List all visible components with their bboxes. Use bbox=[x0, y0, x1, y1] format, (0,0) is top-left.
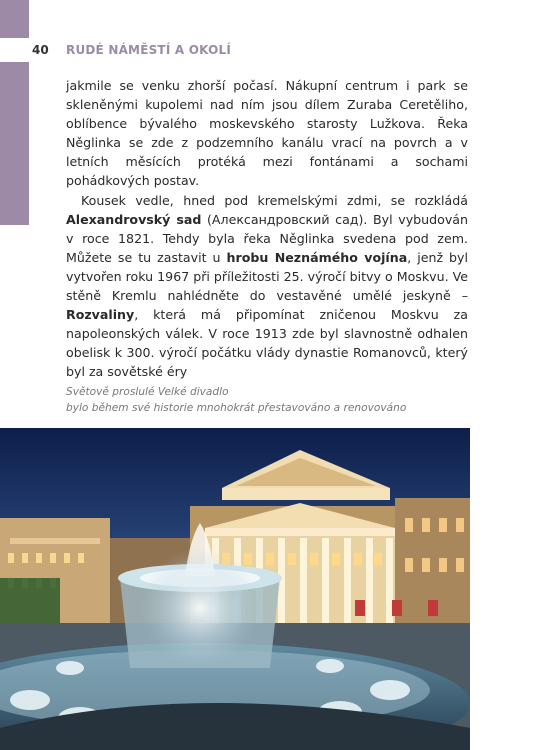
body-text bbox=[66, 76, 468, 382]
sidebar-accent-bar bbox=[0, 62, 29, 225]
p2-text-d: , jenž byl vytvořen roku 1967 při příležitosti 25. výročí bitvy o Moskvu. Ve stěně Kremlu nahlédněte do vestavěné umělé jeskyně – bbox=[66, 249, 468, 304]
highlight-alexandrovsky-sad: Alexandrovský sad bbox=[66, 211, 202, 227]
highlight-rozvaliny: Rozvaliny bbox=[66, 307, 135, 323]
running-head: RUDÉ NÁMĚSTÍ A OKOLÍ bbox=[66, 43, 231, 57]
paragraph-2 bbox=[66, 191, 468, 382]
photo-caption bbox=[66, 384, 468, 416]
p2-text-e: , která má připomínat zničenou Moskvu za napoleonských válek. V roce 1913 zde byl slavnostně odhalen obelisk k 300. výročí počátku vlády dynastie Romanovců, který byl za sovětské éry bbox=[66, 307, 468, 380]
p2-text-c: (Александровский сад). Byl vybudován v roce 1821. Tehdy byla řeka Něglinka svedena pod zem. Můžete se tu zastavit u bbox=[66, 211, 468, 265]
sidebar-accent-top bbox=[0, 0, 29, 38]
caption-line-1: Světově proslulé Velké divadlo bbox=[66, 386, 229, 398]
highlight-hrob-neznameho-vojina: hrobu Neznámého vojína bbox=[226, 249, 408, 265]
bolshoi-theatre-photo bbox=[0, 428, 470, 750]
p2-text-a: Kousek vedle, hned pod kremelskými zdmi, se rozkládá bbox=[81, 192, 468, 208]
paragraph-1: jakmile se venku zhorší počasí. Nákupní centrum i park se skleněnými kupolemi nad ním jsou dílem Zuraba Ceretěliho, oblíbence bývalého moskevského starosty Lužkova. Řeka Něglinka se zde z podzemního kanálu vrací na povrch a v letních měsících protéká mezi fontánami a sochami pohádkových postav. bbox=[66, 78, 468, 189]
page-number: 40 bbox=[32, 43, 49, 57]
caption-line-2: bylo během své historie mnohokrát přestavováno a renovováno bbox=[66, 402, 407, 414]
photo-illustration bbox=[0, 428, 470, 750]
